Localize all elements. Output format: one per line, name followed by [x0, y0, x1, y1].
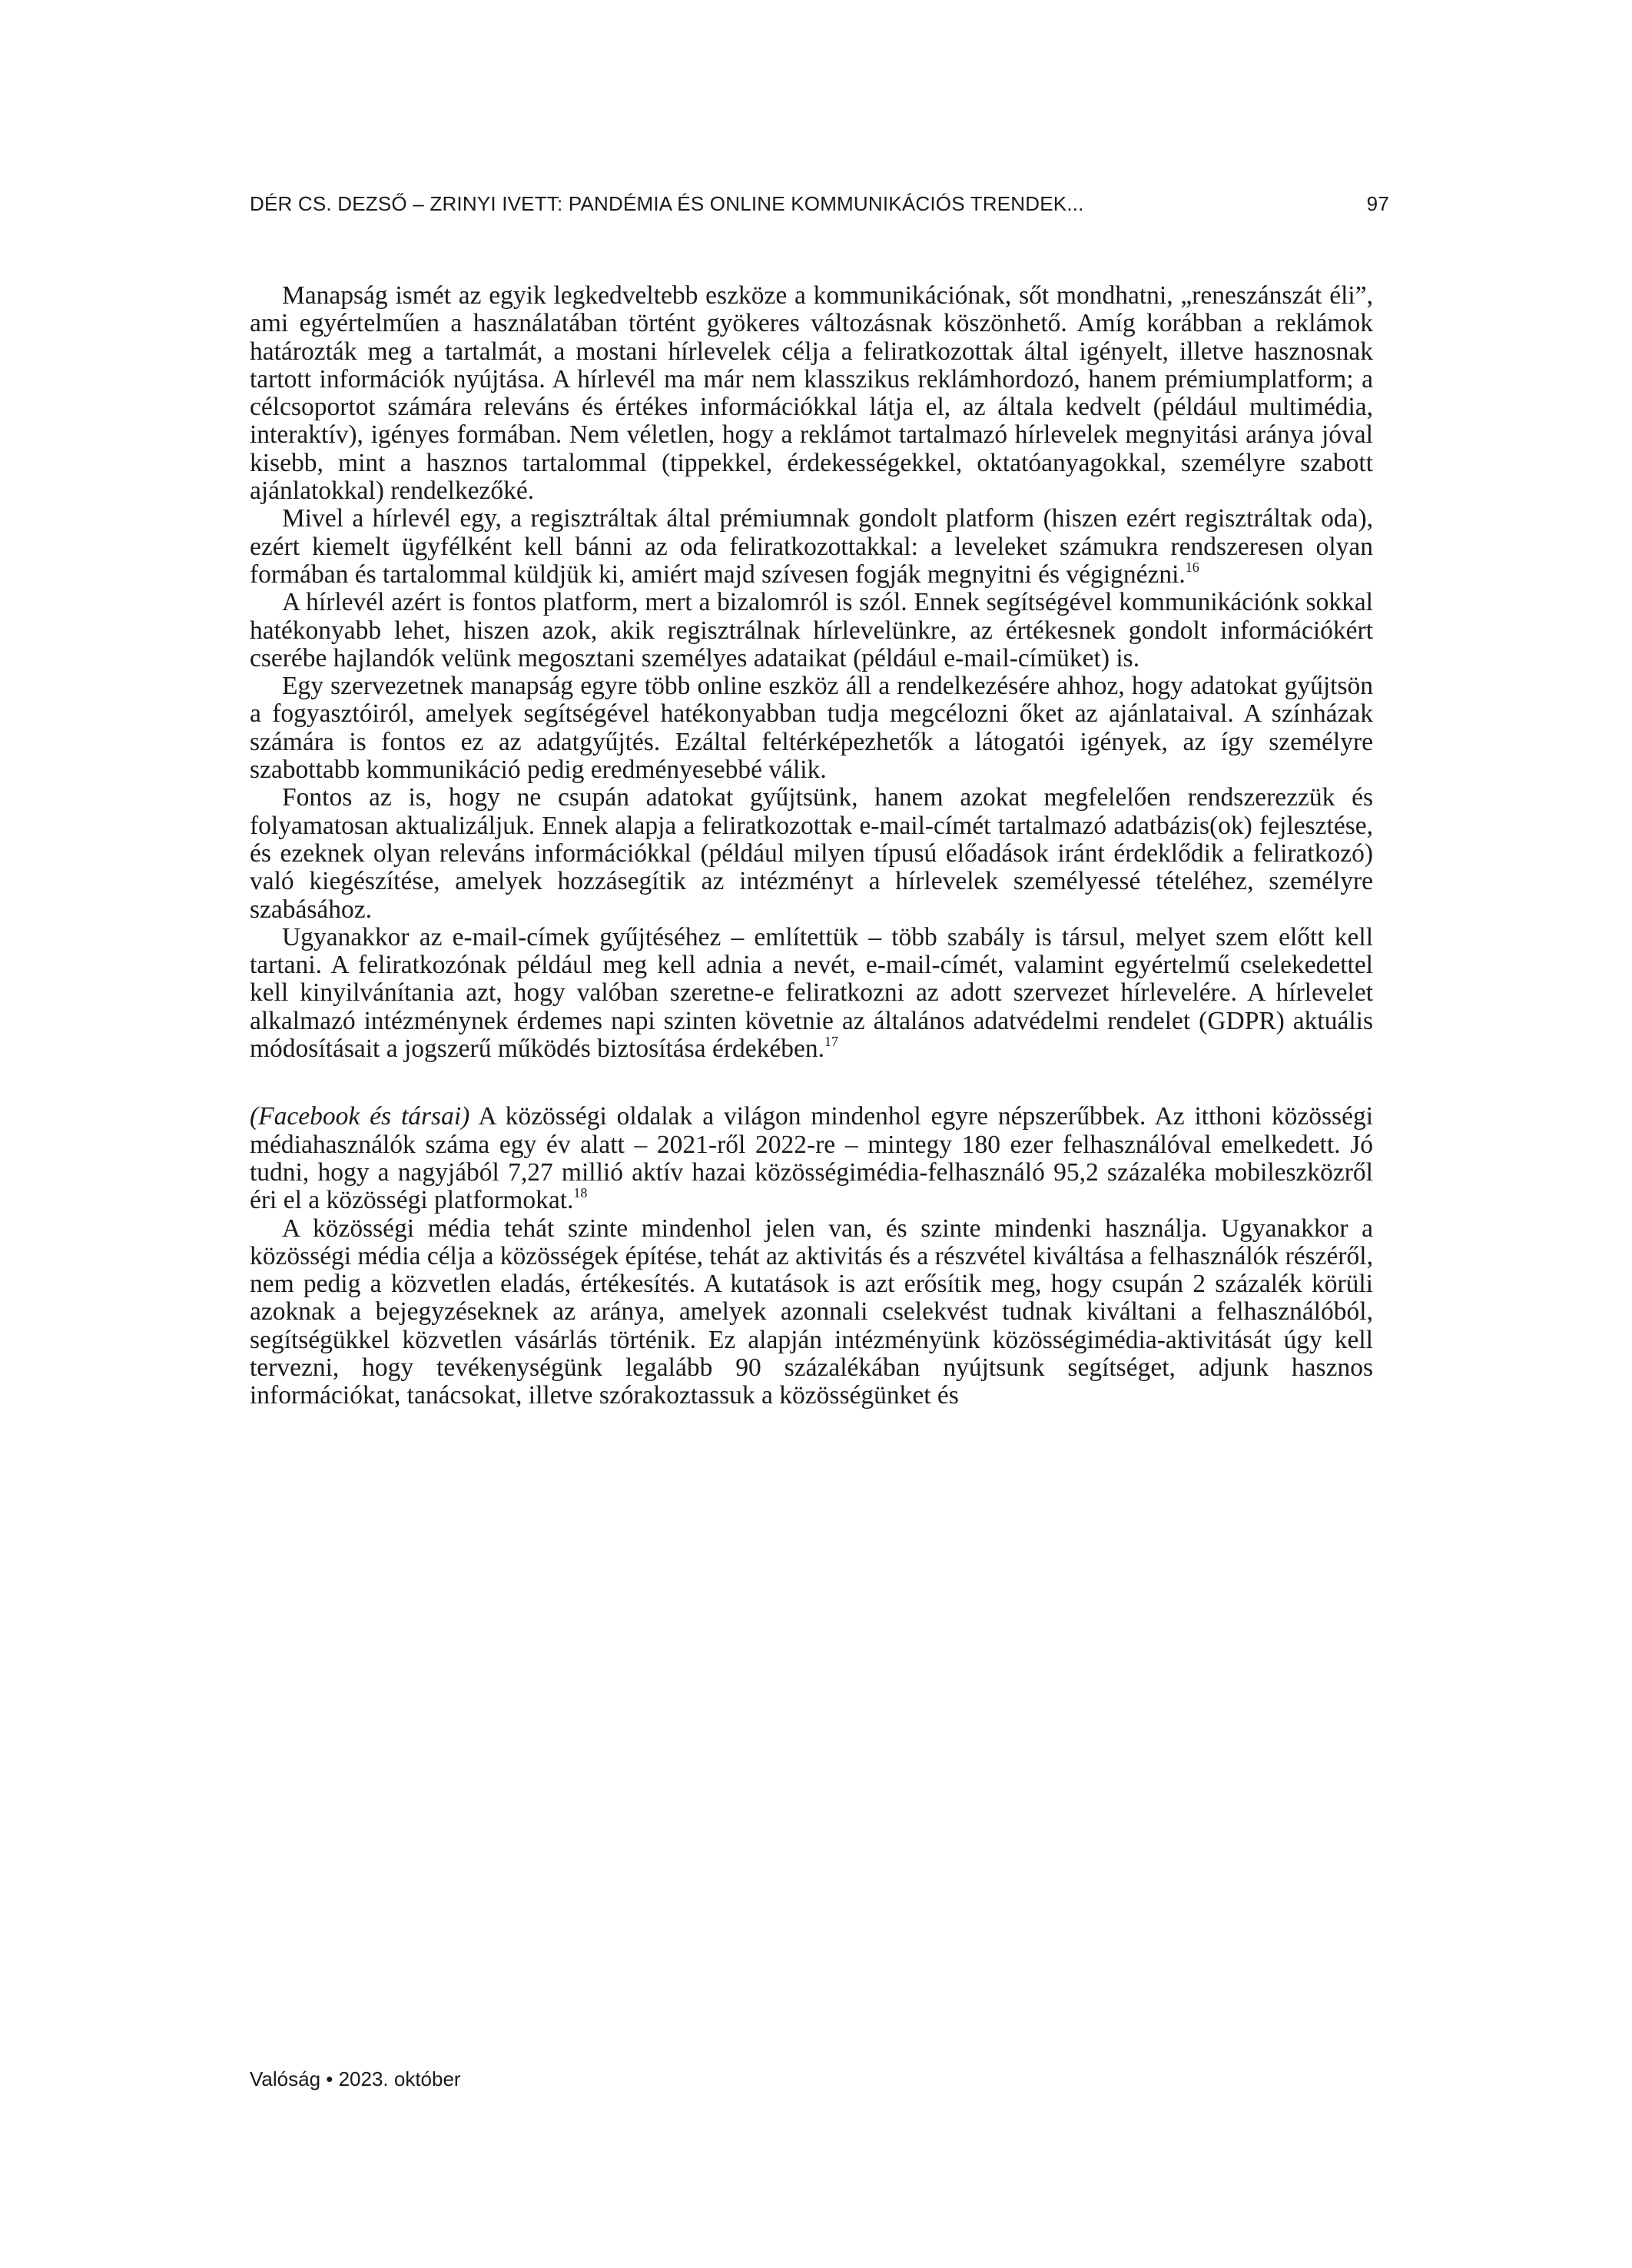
- paragraph-social-media-purpose: A közösségi média tehát szinte mindenhol jelen van, és szinte mindenki használja. Ugyanakkor a közösségi média célja a közösségek építése, tehát az aktivitás és a részvétel kiváltása a felhasználók részéről, nem pedig a közvetlen eladás, értékesítés. A kutatások is azt erősítik meg, hogy csupán 2 százalék körüli azoknak a bejegyzéseknek az aránya, amelyek azonnali cselekvést tudnak kiváltani a felhasználóból, segítségükkel közvetlen vásárlás történik. Ez alapján intézményünk közösségimédia-aktivitását úgy kell tervezni, hogy tevékenységünk legalább 90 százalékában nyújtsunk segítséget, adjunk hasznos információkat, tanácsokat, illetve szórakoztassuk a közösségünket és: [250, 1214, 1373, 1410]
- running-footer: Valóság • 2023. október: [250, 2067, 461, 2090]
- paragraph-newsletter-trust: A hírlevél azért is fontos platform, mert a bizalomról is szól. Ennek segítségével kommunikációnk sokkal hatékonyabb lehet, hiszen azok, akik regisztrálnak hírlevelünkre, az értékesnek gondolt információkért cserébe hajlandók velünk megosztani személyes adataikat (például e-mail-címüket) is.: [250, 588, 1373, 672]
- paragraph-database-maintenance: Fontos az is, hogy ne csupán adatokat gyűjtsünk, hanem azokat megfelelően rendszerezzük és folyamatosan aktualizáljuk. Ennek alapja a feliratkozottak e-mail-címét tartalmazó adatbázis(ok) fejlesztése, és ezeknek olyan releváns információkkal (például milyen típusú előadások iránt érdeklődik a feliratkozó) való kiegészítése, amelyek hozzásegítik az intézményt a hírlevelek személyessé tételéhez, személyre szabásához.: [250, 783, 1373, 924]
- paragraph-gdpr: Ugyanakkor az e-mail-címek gyűjtéséhez – említettük – több szabály is társul, melyet szem előtt kell tartani. A feliratkozónak például meg kell adnia a nevét, e-mail-címét, valamint egyértelmű cselekedettel kell kinyilvánítania azt, hogy valóban szeretne-e feliratkozni az adott szervezet hírlevelére. A hírlevelet alkalmazó intézménynek érdemes napi szinten követnie az általános adatvédelmi rendelet (GDPR) aktuális módosításait a jogszerű működés biztosítása érdekében.$^{17}$: [250, 922, 1373, 1064]
- paragraph-social-media-intro: (Facebook és társai) A közösségi oldalak a világon mindenhol egyre népszerűbbek. Az itthoni közösségi médiahasználók száma egy év alatt – 2021-ről 2022-re – mintegy 180 ezer felhasználóval emelkedett. Jó tudni, hogy a nagyjából 7,27 millió aktív hazai közösségimédia-felhasználó 95,2 százaléka mobileszközről éri el a közösségi platformokat.$^{18}$: [250, 1102, 1373, 1215]
- paragraph-newsletter-renaissance: Manapság ismét az egyik legkedveltebb eszköze a kommunikációnak, sőt mondhatni, „reneszánszát éli”, ami egyértelműen a használatában történt gyökeres változásnak köszönhető. Amíg korábban a reklámok határozták meg a tartalmát, a mostani hírlevelek célja a feliratkozottak által igényelt, illetve hasznosnak tartott információk nyújtása. A hírlevél ma már nem klasszikus reklámhordozó, hanem prémiumplatform; a célcsoportot számára releváns és értékes információkkal látja el, az általa kedvelt (például multimédia, interaktív), igényes formában. Nem véletlen, hogy a reklámot tartalmazó hírlevelek megnyitási aránya jóval kisebb, mint a hasznos tartalommal (tippekkel, érdekességekkel, oktatóanyagokkal, személyre szabott ajánlatokkal) rendelkezőké.: [250, 281, 1373, 506]
- footnote-ref-18[interactable]: 18: [573, 1185, 588, 1201]
- paragraph-newsletter-premium: Mivel a hírlevél egy, a regisztráltak által prémiumnak gondolt platform (hiszen ezért regisztráltak oda), ezért kiemelt ügyfélként kell bánni az oda feliratkozottakkal: a leveleket számukra rendszeresen olyan formában és tartalommal küldjük ki, amiért majd szívesen fogják megnyitni és végignézni.$^{16}$: [250, 504, 1373, 589]
- running-title: DÉR CS. DEZSŐ – ZRINYI IVETT: PANDÉMIA ÉS ONLINE KOMMUNIKÁCIÓS TRENDEK...: [250, 192, 1084, 215]
- article-body: [250, 282, 1373, 1410]
- page-number: 97: [1366, 192, 1389, 215]
- footnote-ref-17[interactable]: 17: [824, 1034, 838, 1050]
- section-run-in-heading: (Facebook és társai): [250, 1102, 470, 1131]
- footnote-ref-16[interactable]: 16: [1185, 559, 1199, 575]
- paragraph-data-collection: Egy szervezetnek manapság egyre több online eszköz áll a rendelkezésére ahhoz, hogy adatokat gyűjtsön a fogyasztóiról, amelyek segítségével hatékonyabban tudja megcélozni őket az ajánlataival. A színházak számára is fontos ez az adatgyűjtés. Ezáltal feltérképezhetők a látogatói igények, az így személyre szabottabb kommunikáció pedig eredményesebbé válik.: [250, 672, 1373, 785]
- running-header: [250, 191, 1389, 217]
